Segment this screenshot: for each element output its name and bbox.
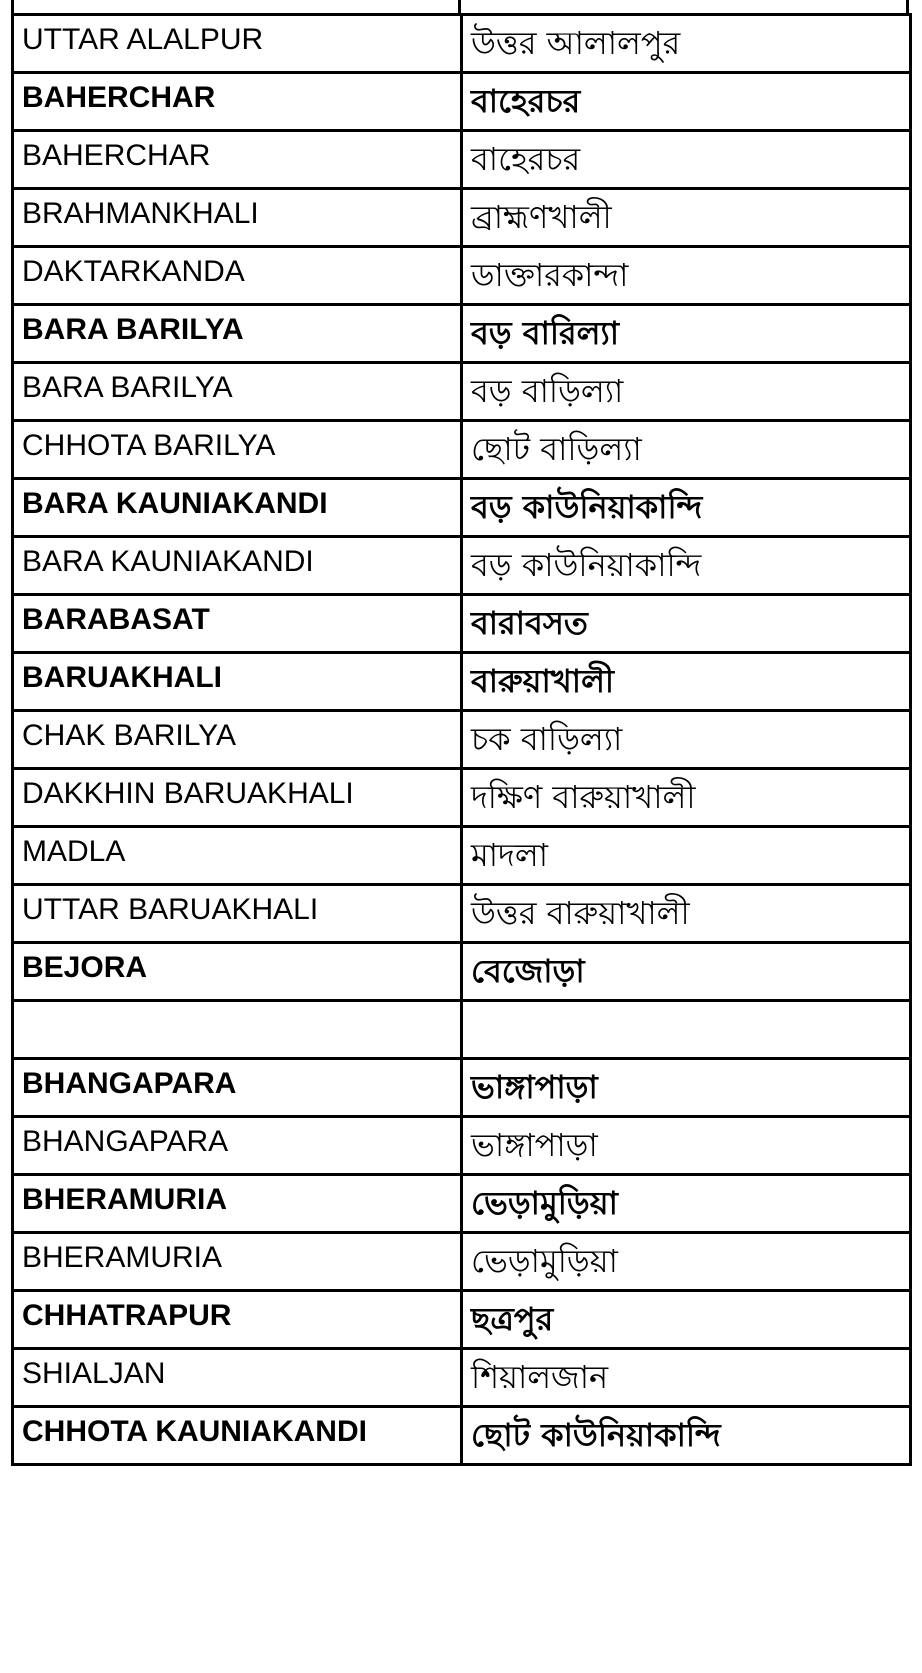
bengali-place-name-cell: ভেড়ামুড়িয়া (462, 1175, 911, 1233)
english-place-name-cell: BHERAMURIA (13, 1233, 462, 1291)
table-row (13, 1233, 911, 1291)
english-place-name-cell: DAKTARKANDA (13, 247, 462, 305)
bengali-place-name-cell: শিয়ালজান (462, 1349, 911, 1407)
bengali-place-name-cell: ছোট বাড়িল্যা (462, 421, 911, 479)
table-row (13, 1117, 911, 1175)
english-place-name-cell: CHAK BARILYA (13, 711, 462, 769)
bengali-place-name-cell: ডাক্তারকান্দা (462, 247, 911, 305)
place-name-table-body (13, 15, 911, 1465)
table-border-stub (458, 0, 461, 14)
english-place-name-cell: DAKKHIN BARUAKHALI (13, 769, 462, 827)
bengali-place-name-cell: বড় কাউনিয়াকান্দি (462, 537, 911, 595)
bengali-place-name-cell: মাদলা (462, 827, 911, 885)
english-place-name-cell: BARABASAT (13, 595, 462, 653)
bengali-place-name-cell: ছোট কাউনিয়াকান্দি (462, 1407, 911, 1465)
table-row (13, 73, 911, 131)
bengali-place-name-cell: বাহেরচর (462, 73, 911, 131)
english-place-name-cell: CHHOTA BARILYA (13, 421, 462, 479)
table-row (13, 305, 911, 363)
table-row (13, 537, 911, 595)
table-row (13, 247, 911, 305)
bengali-place-name-cell: উত্তর বারুয়াখালী (462, 885, 911, 943)
bengali-place-name-cell: দক্ষিণ বারুয়াখালী (462, 769, 911, 827)
english-place-name-cell: BARA BARILYA (13, 363, 462, 421)
bengali-place-name-cell (462, 1001, 911, 1059)
table-row (13, 15, 911, 73)
english-place-name-cell: BAHERCHAR (13, 131, 462, 189)
table-row (13, 1001, 911, 1059)
bengali-place-name-cell: ভেড়ামুড়িয়া (462, 1233, 911, 1291)
english-place-name-cell: CHHATRAPUR (13, 1291, 462, 1349)
english-place-name-cell: MADLA (13, 827, 462, 885)
table-row (13, 1175, 911, 1233)
table-row (13, 131, 911, 189)
table-row (13, 189, 911, 247)
table-row (13, 943, 911, 1001)
english-place-name-cell: BHANGAPARA (13, 1059, 462, 1117)
table-row (13, 653, 911, 711)
english-place-name-cell: BARA KAUNIAKANDI (13, 537, 462, 595)
english-place-name-cell: BHANGAPARA (13, 1117, 462, 1175)
table-row (13, 827, 911, 885)
table-row (13, 479, 911, 537)
bengali-place-name-cell: বড় কাউনিয়াকান্দি (462, 479, 911, 537)
english-place-name-cell: BARA BARILYA (13, 305, 462, 363)
english-place-name-cell: BEJORA (13, 943, 462, 1001)
table-row (13, 595, 911, 653)
table-row (13, 1349, 911, 1407)
english-place-name-cell: BHERAMURIA (13, 1175, 462, 1233)
bengali-place-name-cell: বড় বারিল্যা (462, 305, 911, 363)
bengali-place-name-cell: ব্রাহ্মণখালী (462, 189, 911, 247)
table-border-stub (906, 0, 909, 14)
english-place-name-cell: SHIALJAN (13, 1349, 462, 1407)
table-row (13, 885, 911, 943)
table-row (13, 363, 911, 421)
bengali-place-name-cell: বড় বাড়িল্যা (462, 363, 911, 421)
english-place-name-cell: CHHOTA KAUNIAKANDI (13, 1407, 462, 1465)
bengali-place-name-cell: বারুয়াখালী (462, 653, 911, 711)
english-place-name-cell: BRAHMANKHALI (13, 189, 462, 247)
table-row (13, 1291, 911, 1349)
english-place-name-cell: BARUAKHALI (13, 653, 462, 711)
bengali-place-name-cell: ছত্রপুর (462, 1291, 911, 1349)
bengali-place-name-cell: ভাঙ্গাপাড়া (462, 1059, 911, 1117)
table-row (13, 421, 911, 479)
bengali-place-name-cell: বেজোড়া (462, 943, 911, 1001)
table-row (13, 1059, 911, 1117)
bengali-place-name-cell: চক বাড়িল্যা (462, 711, 911, 769)
table-border-stub (11, 0, 14, 14)
place-name-table (11, 13, 912, 1466)
table-row (13, 769, 911, 827)
bengali-place-name-cell: উত্তর আলালপুর (462, 15, 911, 73)
bengali-place-name-cell: ভাঙ্গাপাড়া (462, 1117, 911, 1175)
english-place-name-cell (13, 1001, 462, 1059)
english-place-name-cell: UTTAR BARUAKHALI (13, 885, 462, 943)
bengali-place-name-cell: বাহেরচর (462, 131, 911, 189)
table-row (13, 1407, 911, 1465)
english-place-name-cell: UTTAR ALALPUR (13, 15, 462, 73)
english-place-name-cell: BARA KAUNIAKANDI (13, 479, 462, 537)
table-row (13, 711, 911, 769)
bengali-place-name-cell: বারাবসত (462, 595, 911, 653)
english-place-name-cell: BAHERCHAR (13, 73, 462, 131)
